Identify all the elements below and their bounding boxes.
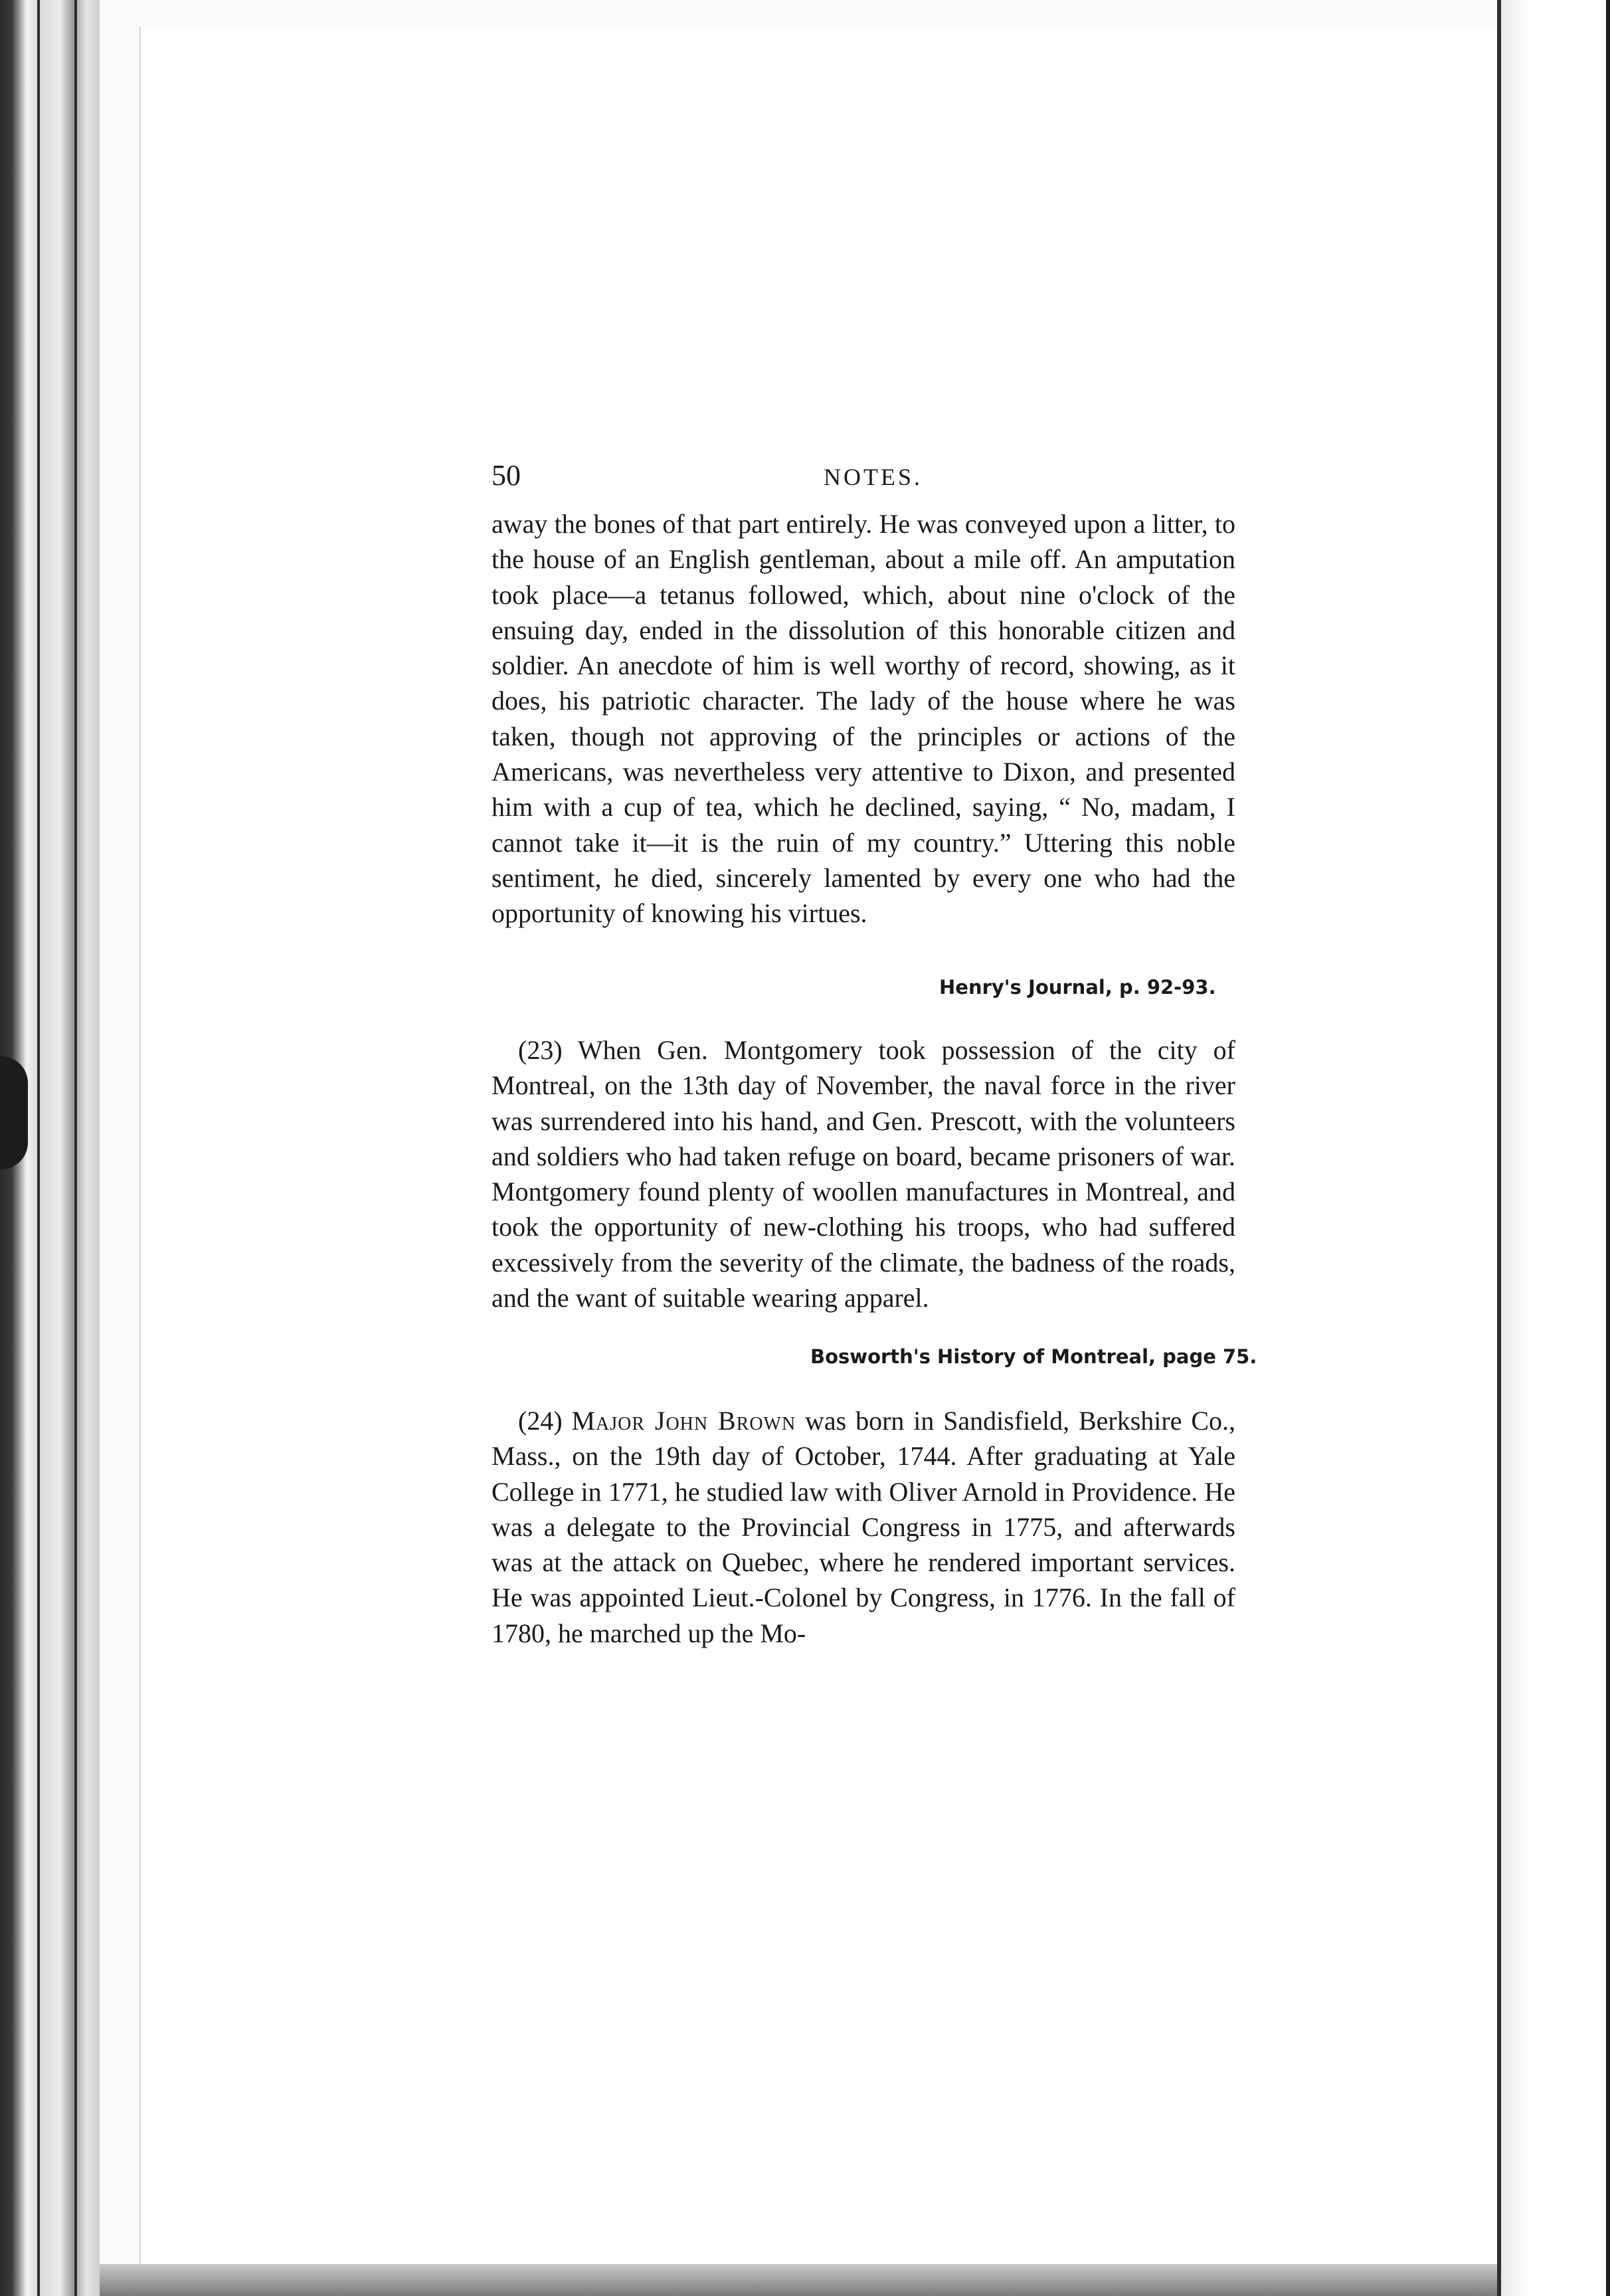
- running-head: [492, 456, 1235, 496]
- note-23: [492, 1032, 1235, 1315]
- gutter-edge-line: [37, 0, 40, 2296]
- gutter-edge-line: [74, 0, 77, 2296]
- page-bottom-shadow: [100, 2264, 1508, 2296]
- book-binding-gutter: [0, 0, 100, 2296]
- note-24-number: (24): [518, 1406, 563, 1436]
- note-22-citation: Henry's Journal, p. 92-93.: [939, 976, 1216, 999]
- note-23-paragraph: [492, 1032, 1235, 1315]
- note-24: [492, 1403, 1235, 1651]
- note-23-number: (23): [518, 1035, 563, 1065]
- note-22-continuation: [492, 506, 1235, 931]
- note-24-name: Major John Brown: [571, 1406, 796, 1436]
- running-title: NOTES.: [824, 464, 923, 490]
- facing-page-edge: [1501, 0, 1610, 2296]
- note-24-text: was born in Sandisfield, Berkshire Co., Mass., on the 19th day of October, 1744. After graduating at Yale College in 1771, he studied law with Oliver Arnold in Providence. He was a delegate to the Provincial Congress in 1775, and afterwards was at the attack on Quebec, where he rendered important services. He was appointed Lieut.-Colonel by Congress, in 1776. In the fall of 1780, he marched up the Mo-: [492, 1406, 1236, 1648]
- note-22-text: away the bones of that part entirely. He was conveyed upon a litter, to the house of an English gentleman, about a mile off. An amputation took place—a tetanus followed, which, about nine o'clock of the ensuing day, ended in the dissolution of this honorable citizen and soldier. An anecdote of him is well worthy of record, showing, as it does, his patriotic character. The lady of the house where he was taken, though not approving of the principles or actions of the Americans, was nevertheless very attentive to Dixon, and presented him with a cup of tea, which he declined, saying, “ No, madam, I cannot take it—it is the ruin of my country.” Uttering this noble sentiment, he died, sincerely lamented by every one who had the opportunity of knowing his virtues.: [492, 509, 1235, 929]
- page-number: 50: [492, 459, 521, 492]
- note-23-text: When Gen. Montgomery took possession of the city of Montreal, on the 13th day of November, the naval force in the river was surrendered into his hand, and Gen. Prescott, with the volunteers and soldiers who had taken refuge on board, became prisoners of war. Montgomery found plenty of woollen manufactures in Montreal, and took the opportunity of new-clothing his troops, who had suffered excessively from the severity of the climate, the badness of the roads, and the want of suitable wearing apparel.: [492, 1035, 1235, 1313]
- binding-shadow: [0, 1056, 28, 1169]
- note-24-paragraph: [492, 1403, 1235, 1651]
- note-23-citation: Bosworth's History of Montreal, page 75.: [810, 1345, 1257, 1368]
